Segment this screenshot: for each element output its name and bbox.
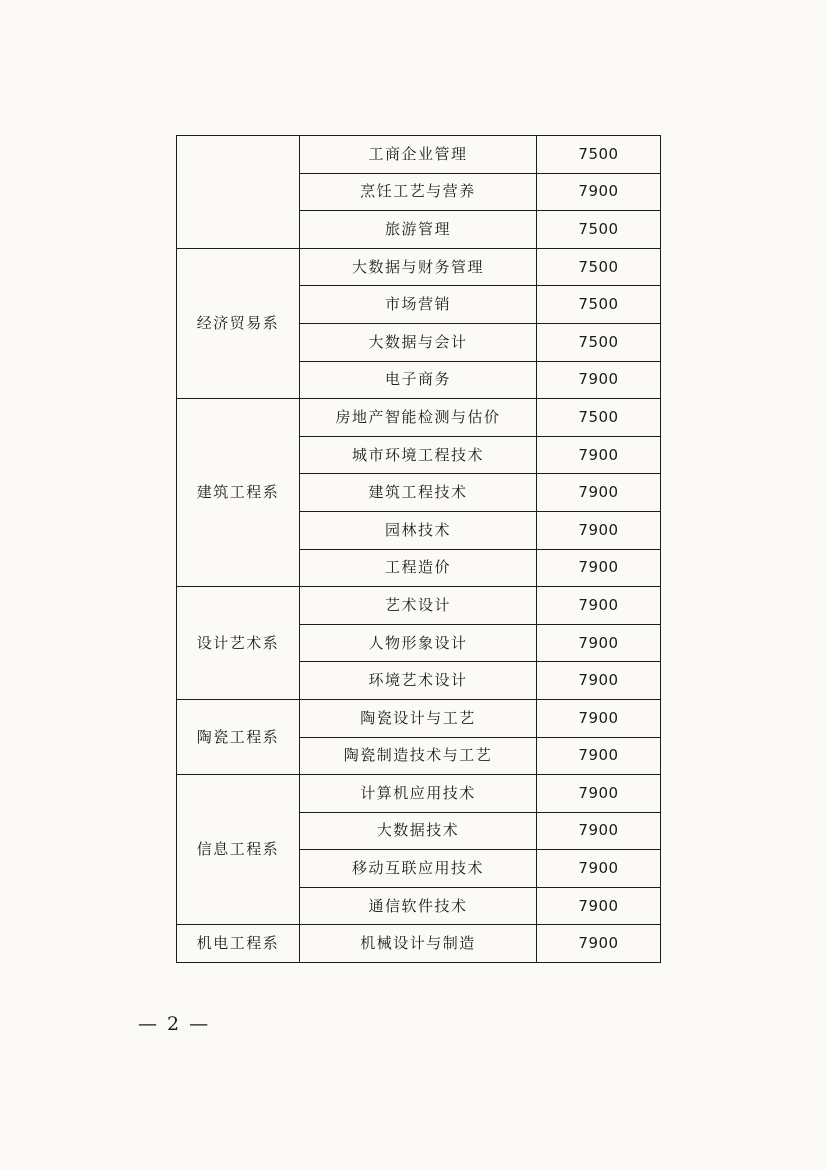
table-row xyxy=(177,248,661,286)
department-cell xyxy=(177,136,300,249)
program-cell: 大数据与财务管理 xyxy=(300,248,537,286)
program-cell: 艺术设计 xyxy=(300,587,537,625)
fee-cell: 7900 xyxy=(537,887,661,925)
fee-cell: 7500 xyxy=(537,211,661,249)
tuition-fee-table-body xyxy=(177,136,661,963)
fee-cell: 7900 xyxy=(537,624,661,662)
department-cell: 机电工程系 xyxy=(177,925,300,963)
program-cell: 市场营销 xyxy=(300,286,537,324)
program-cell: 建筑工程技术 xyxy=(300,474,537,512)
fee-cell: 7900 xyxy=(537,511,661,549)
fee-cell: 7900 xyxy=(537,474,661,512)
fee-cell: 7900 xyxy=(537,436,661,474)
fee-cell: 7900 xyxy=(537,699,661,737)
table-row xyxy=(177,775,661,813)
fee-cell: 7500 xyxy=(537,323,661,361)
department-cell: 信息工程系 xyxy=(177,775,300,925)
table-row xyxy=(177,587,661,625)
fee-cell: 7900 xyxy=(537,587,661,625)
table-row xyxy=(177,399,661,437)
fee-cell: 7900 xyxy=(537,925,661,963)
program-cell: 通信软件技术 xyxy=(300,887,537,925)
program-cell: 城市环境工程技术 xyxy=(300,436,537,474)
program-cell: 旅游管理 xyxy=(300,211,537,249)
fee-cell: 7900 xyxy=(537,662,661,700)
fee-cell: 7900 xyxy=(537,549,661,587)
program-cell: 计算机应用技术 xyxy=(300,775,537,813)
program-cell: 陶瓷制造技术与工艺 xyxy=(300,737,537,775)
program-cell: 人物形象设计 xyxy=(300,624,537,662)
program-cell: 大数据与会计 xyxy=(300,323,537,361)
program-cell: 陶瓷设计与工艺 xyxy=(300,699,537,737)
program-cell: 工程造价 xyxy=(300,549,537,587)
fee-cell: 7900 xyxy=(537,812,661,850)
table-row xyxy=(177,136,661,174)
fee-cell: 7900 xyxy=(537,775,661,813)
program-cell: 环境艺术设计 xyxy=(300,662,537,700)
program-cell: 园林技术 xyxy=(300,511,537,549)
program-cell: 烹饪工艺与营养 xyxy=(300,173,537,211)
program-cell: 房地产智能检测与估价 xyxy=(300,399,537,437)
page-number: — 2 — xyxy=(138,1013,211,1035)
fee-cell: 7500 xyxy=(537,286,661,324)
program-cell: 机械设计与制造 xyxy=(300,925,537,963)
department-cell: 陶瓷工程系 xyxy=(177,699,300,774)
program-cell: 大数据技术 xyxy=(300,812,537,850)
fee-cell: 7900 xyxy=(537,361,661,399)
program-cell: 移动互联应用技术 xyxy=(300,850,537,888)
table-row xyxy=(177,925,661,963)
table-row xyxy=(177,699,661,737)
department-cell: 设计艺术系 xyxy=(177,587,300,700)
fee-cell: 7500 xyxy=(537,248,661,286)
program-cell: 工商企业管理 xyxy=(300,136,537,174)
fee-cell: 7900 xyxy=(537,173,661,211)
fee-cell: 7900 xyxy=(537,850,661,888)
fee-cell: 7500 xyxy=(537,399,661,437)
fee-cell: 7900 xyxy=(537,737,661,775)
department-cell: 建筑工程系 xyxy=(177,399,300,587)
tuition-fee-table xyxy=(176,135,661,963)
program-cell: 电子商务 xyxy=(300,361,537,399)
department-cell: 经济贸易系 xyxy=(177,248,300,398)
fee-cell: 7500 xyxy=(537,136,661,174)
